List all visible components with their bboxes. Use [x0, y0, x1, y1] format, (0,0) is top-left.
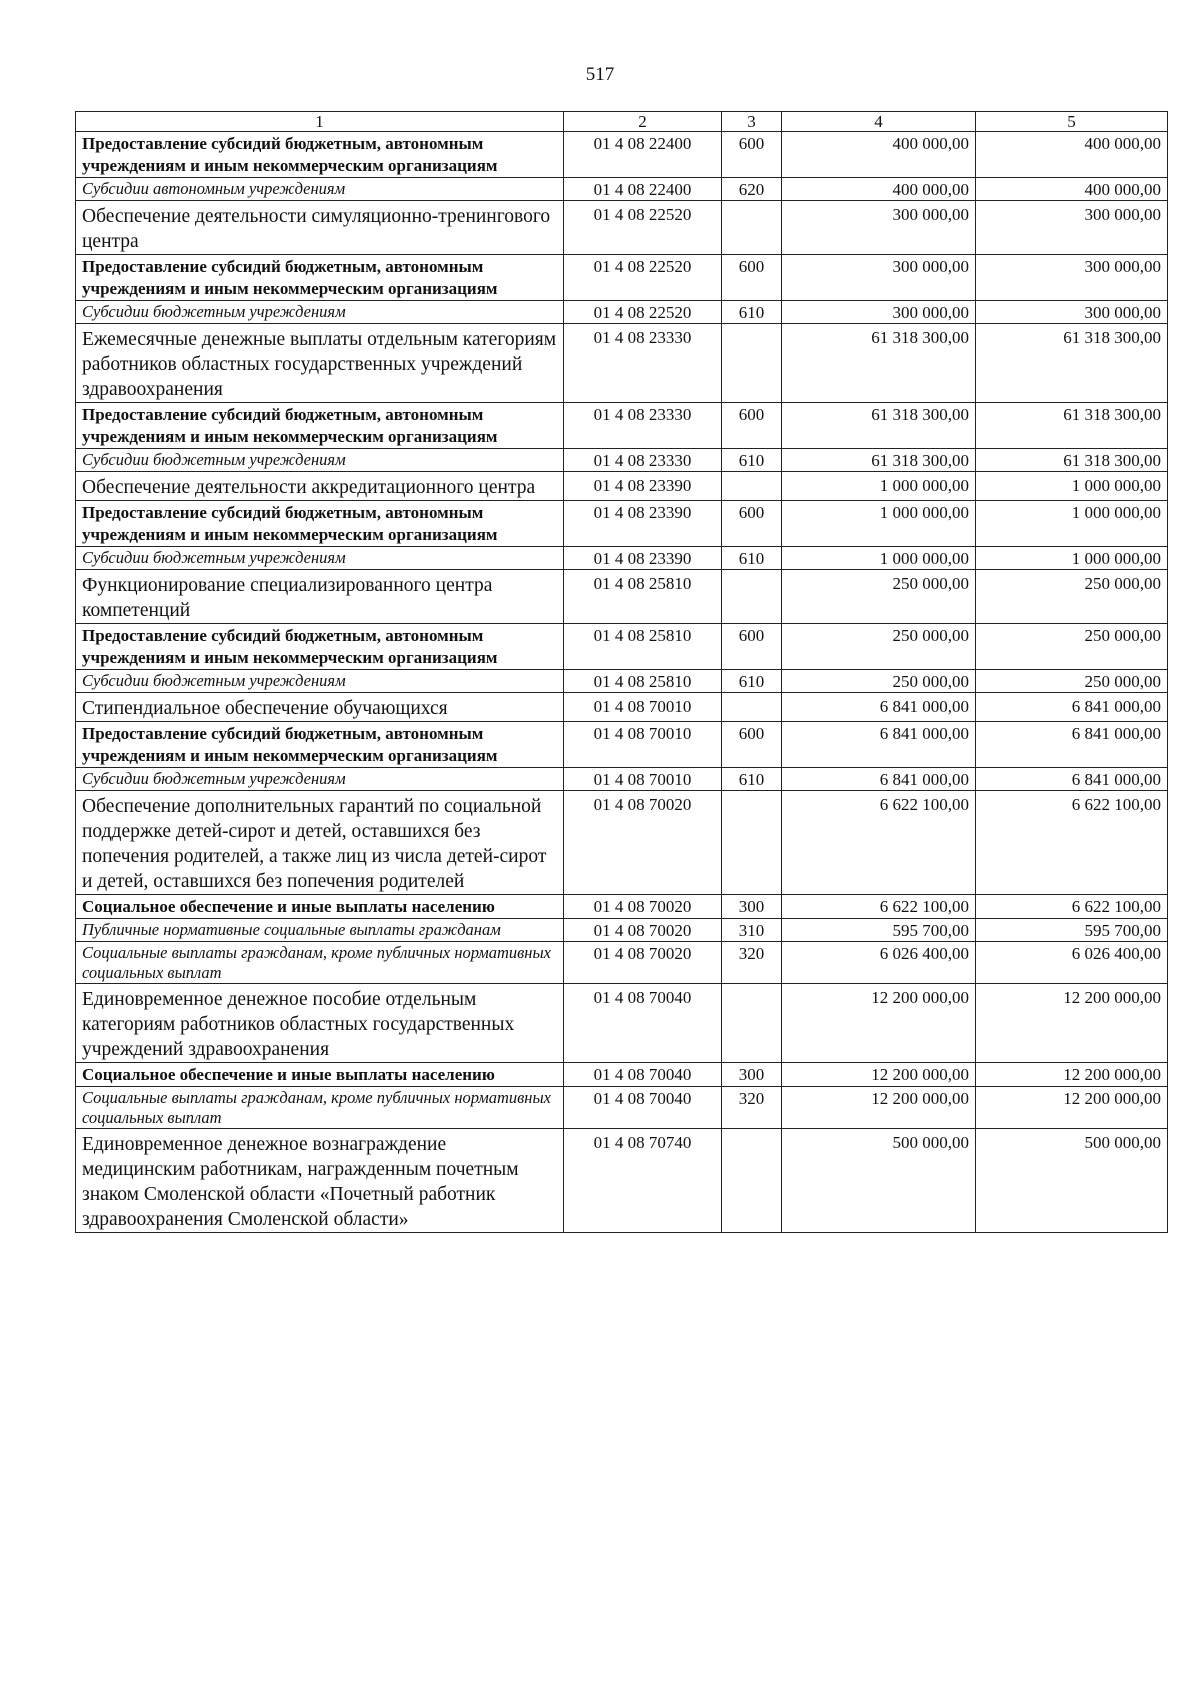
table-row: [76, 670, 1168, 693]
amount-year-1-cell: 61 318 300,00: [782, 403, 976, 449]
table-row: [76, 570, 1168, 624]
table-row: [76, 722, 1168, 768]
table-row: [76, 984, 1168, 1063]
target-code-cell: 01 4 08 25810: [564, 570, 722, 624]
target-code-cell: 01 4 08 70010: [564, 693, 722, 722]
name-cell: Обеспечение дополнительных гарантий по социальной поддержке детей-сирот и детей, оставшихся без попечения родителей, а также лиц из числа детей-сирот и детей, оставшихся без попечения родителей: [76, 791, 564, 895]
amount-year-2-cell: 595 700,00: [976, 919, 1168, 942]
name-cell: Социальное обеспечение и иные выплаты населению: [76, 1063, 564, 1087]
amount-year-1-cell: 400 000,00: [782, 178, 976, 201]
table-row: [76, 201, 1168, 255]
expense-type-cell: 610: [722, 301, 782, 324]
table-row: [76, 624, 1168, 670]
name-cell: Стипендиальное обеспечение обучающихся: [76, 693, 564, 722]
name-cell: Функционирование специализированного центра компетенций: [76, 570, 564, 624]
target-code-cell: 01 4 08 22520: [564, 255, 722, 301]
amount-year-1-cell: 6 841 000,00: [782, 693, 976, 722]
name-cell: Предоставление субсидий бюджетным, автономным учреждениям и иным некоммерческим организациям: [76, 132, 564, 178]
amount-year-2-cell: 6 026 400,00: [976, 942, 1168, 984]
expense-type-cell: 610: [722, 449, 782, 472]
column-header-1: 1: [76, 112, 564, 132]
amount-year-2-cell: 500 000,00: [976, 1129, 1168, 1233]
target-code-cell: 01 4 08 70020: [564, 919, 722, 942]
table-row: [76, 942, 1168, 984]
name-cell: Обеспечение деятельности аккредитационного центра: [76, 472, 564, 501]
amount-year-2-cell: 12 200 000,00: [976, 984, 1168, 1063]
target-code-cell: 01 4 08 22520: [564, 201, 722, 255]
header-row: [76, 112, 1168, 132]
amount-year-1-cell: 300 000,00: [782, 201, 976, 255]
name-cell: Публичные нормативные социальные выплаты гражданам: [76, 919, 564, 942]
name-cell: Субсидии бюджетным учреждениям: [76, 449, 564, 472]
table-body: [76, 132, 1168, 1233]
amount-year-1-cell: 6 622 100,00: [782, 895, 976, 919]
table-row: [76, 768, 1168, 791]
name-cell: Субсидии бюджетным учреждениям: [76, 670, 564, 693]
target-code-cell: 01 4 08 70020: [564, 791, 722, 895]
column-header-2: 2: [564, 112, 722, 132]
amount-year-2-cell: 6 841 000,00: [976, 768, 1168, 791]
amount-year-2-cell: 250 000,00: [976, 670, 1168, 693]
target-code-cell: 01 4 08 25810: [564, 670, 722, 693]
amount-year-2-cell: 300 000,00: [976, 255, 1168, 301]
expense-type-cell: 310: [722, 919, 782, 942]
amount-year-1-cell: 61 318 300,00: [782, 449, 976, 472]
table-row: [76, 501, 1168, 547]
expense-type-cell: 600: [722, 624, 782, 670]
expense-type-cell: 320: [722, 942, 782, 984]
amount-year-1-cell: 250 000,00: [782, 570, 976, 624]
amount-year-1-cell: 1 000 000,00: [782, 547, 976, 570]
name-cell: Социальное обеспечение и иные выплаты населению: [76, 895, 564, 919]
amount-year-2-cell: 6 622 100,00: [976, 895, 1168, 919]
target-code-cell: 01 4 08 22400: [564, 132, 722, 178]
amount-year-1-cell: 595 700,00: [782, 919, 976, 942]
amount-year-1-cell: 61 318 300,00: [782, 324, 976, 403]
amount-year-2-cell: 1 000 000,00: [976, 472, 1168, 501]
amount-year-2-cell: 1 000 000,00: [976, 501, 1168, 547]
amount-year-1-cell: 500 000,00: [782, 1129, 976, 1233]
expense-type-cell: 600: [722, 403, 782, 449]
table-row: [76, 301, 1168, 324]
target-code-cell: 01 4 08 23390: [564, 501, 722, 547]
target-code-cell: 01 4 08 70010: [564, 768, 722, 791]
name-cell: Единовременное денежное вознаграждение медицинским работникам, награжденным почетным знаком Смоленской области «Почетный работник здравоохранения Смоленской области»: [76, 1129, 564, 1233]
target-code-cell: 01 4 08 25810: [564, 624, 722, 670]
name-cell: Обеспечение деятельности симуляционно-тренингового центра: [76, 201, 564, 255]
expense-type-cell: 610: [722, 670, 782, 693]
amount-year-2-cell: 6 841 000,00: [976, 722, 1168, 768]
amount-year-2-cell: 400 000,00: [976, 132, 1168, 178]
name-cell: Предоставление субсидий бюджетным, автономным учреждениям и иным некоммерческим организациям: [76, 403, 564, 449]
name-cell: Субсидии бюджетным учреждениям: [76, 768, 564, 791]
target-code-cell: 01 4 08 70040: [564, 984, 722, 1063]
amount-year-2-cell: 6 622 100,00: [976, 791, 1168, 895]
amount-year-1-cell: 12 200 000,00: [782, 1087, 976, 1129]
target-code-cell: 01 4 08 23330: [564, 324, 722, 403]
table-row: [76, 919, 1168, 942]
expense-type-cell: 300: [722, 895, 782, 919]
target-code-cell: 01 4 08 22520: [564, 301, 722, 324]
amount-year-1-cell: 12 200 000,00: [782, 984, 976, 1063]
table-header: [76, 112, 1168, 132]
expense-type-cell: 620: [722, 178, 782, 201]
name-cell: Предоставление субсидий бюджетным, автономным учреждениям и иным некоммерческим организациям: [76, 722, 564, 768]
target-code-cell: 01 4 08 23390: [564, 472, 722, 501]
name-cell: Субсидии бюджетным учреждениям: [76, 547, 564, 570]
table-row: [76, 449, 1168, 472]
expense-type-cell: 600: [722, 255, 782, 301]
expense-type-cell: 600: [722, 132, 782, 178]
target-code-cell: 01 4 08 70020: [564, 895, 722, 919]
expense-type-cell: [722, 1129, 782, 1233]
table-row: [76, 132, 1168, 178]
table-row: [76, 1129, 1168, 1233]
table-row: [76, 403, 1168, 449]
expense-type-cell: [722, 472, 782, 501]
expense-type-cell: 600: [722, 722, 782, 768]
amount-year-1-cell: 6 622 100,00: [782, 791, 976, 895]
amount-year-2-cell: 400 000,00: [976, 178, 1168, 201]
expense-type-cell: [722, 201, 782, 255]
budget-table: [75, 111, 1168, 1233]
expense-type-cell: [722, 693, 782, 722]
name-cell: Предоставление субсидий бюджетным, автономным учреждениям и иным некоммерческим организациям: [76, 501, 564, 547]
amount-year-2-cell: 61 318 300,00: [976, 449, 1168, 472]
amount-year-1-cell: 300 000,00: [782, 301, 976, 324]
amount-year-2-cell: 300 000,00: [976, 201, 1168, 255]
table-row: [76, 791, 1168, 895]
expense-type-cell: [722, 324, 782, 403]
amount-year-2-cell: 6 841 000,00: [976, 693, 1168, 722]
name-cell: Социальные выплаты гражданам, кроме публичных нормативных социальных выплат: [76, 942, 564, 984]
table-row: [76, 1063, 1168, 1087]
target-code-cell: 01 4 08 70740: [564, 1129, 722, 1233]
page-number: 517: [585, 64, 615, 85]
expense-type-cell: 300: [722, 1063, 782, 1087]
amount-year-1-cell: 250 000,00: [782, 670, 976, 693]
name-cell: Единовременное денежное пособие отдельным категориям работников областных государственных учреждений здравоохранения: [76, 984, 564, 1063]
table-row: [76, 547, 1168, 570]
amount-year-2-cell: 250 000,00: [976, 624, 1168, 670]
amount-year-2-cell: 61 318 300,00: [976, 403, 1168, 449]
column-header-5: 5: [976, 112, 1168, 132]
target-code-cell: 01 4 08 23330: [564, 449, 722, 472]
amount-year-1-cell: 6 841 000,00: [782, 768, 976, 791]
expense-type-cell: 610: [722, 547, 782, 570]
target-code-cell: 01 4 08 23330: [564, 403, 722, 449]
table-row: [76, 693, 1168, 722]
amount-year-2-cell: 12 200 000,00: [976, 1087, 1168, 1129]
name-cell: Субсидии бюджетным учреждениям: [76, 301, 564, 324]
amount-year-2-cell: 1 000 000,00: [976, 547, 1168, 570]
name-cell: Предоставление субсидий бюджетным, автономным учреждениям и иным некоммерческим организациям: [76, 624, 564, 670]
table-row: [76, 1087, 1168, 1129]
target-code-cell: 01 4 08 22400: [564, 178, 722, 201]
amount-year-1-cell: 1 000 000,00: [782, 501, 976, 547]
amount-year-2-cell: 61 318 300,00: [976, 324, 1168, 403]
expense-type-cell: 320: [722, 1087, 782, 1129]
table-row: [76, 178, 1168, 201]
amount-year-1-cell: 400 000,00: [782, 132, 976, 178]
table-row: [76, 472, 1168, 501]
amount-year-1-cell: 250 000,00: [782, 624, 976, 670]
expense-type-cell: 600: [722, 501, 782, 547]
name-cell: Ежемесячные денежные выплаты отдельным категориям работников областных государственных учреждений здравоохранения: [76, 324, 564, 403]
column-header-3: 3: [722, 112, 782, 132]
expense-type-cell: [722, 570, 782, 624]
table-row: [76, 324, 1168, 403]
amount-year-2-cell: 250 000,00: [976, 570, 1168, 624]
expense-type-cell: 610: [722, 768, 782, 791]
name-cell: Субсидии автономным учреждениям: [76, 178, 564, 201]
target-code-cell: 01 4 08 70020: [564, 942, 722, 984]
name-cell: Социальные выплаты гражданам, кроме публичных нормативных социальных выплат: [76, 1087, 564, 1129]
table-row: [76, 255, 1168, 301]
amount-year-1-cell: 300 000,00: [782, 255, 976, 301]
table-row: [76, 895, 1168, 919]
amount-year-2-cell: 300 000,00: [976, 301, 1168, 324]
target-code-cell: 01 4 08 70010: [564, 722, 722, 768]
expense-type-cell: [722, 791, 782, 895]
amount-year-2-cell: 12 200 000,00: [976, 1063, 1168, 1087]
amount-year-1-cell: 6 841 000,00: [782, 722, 976, 768]
name-cell: Предоставление субсидий бюджетным, автономным учреждениям и иным некоммерческим организациям: [76, 255, 564, 301]
amount-year-1-cell: 6 026 400,00: [782, 942, 976, 984]
target-code-cell: 01 4 08 70040: [564, 1087, 722, 1129]
target-code-cell: 01 4 08 23390: [564, 547, 722, 570]
column-header-4: 4: [782, 112, 976, 132]
amount-year-1-cell: 12 200 000,00: [782, 1063, 976, 1087]
expense-type-cell: [722, 984, 782, 1063]
amount-year-1-cell: 1 000 000,00: [782, 472, 976, 501]
target-code-cell: 01 4 08 70040: [564, 1063, 722, 1087]
